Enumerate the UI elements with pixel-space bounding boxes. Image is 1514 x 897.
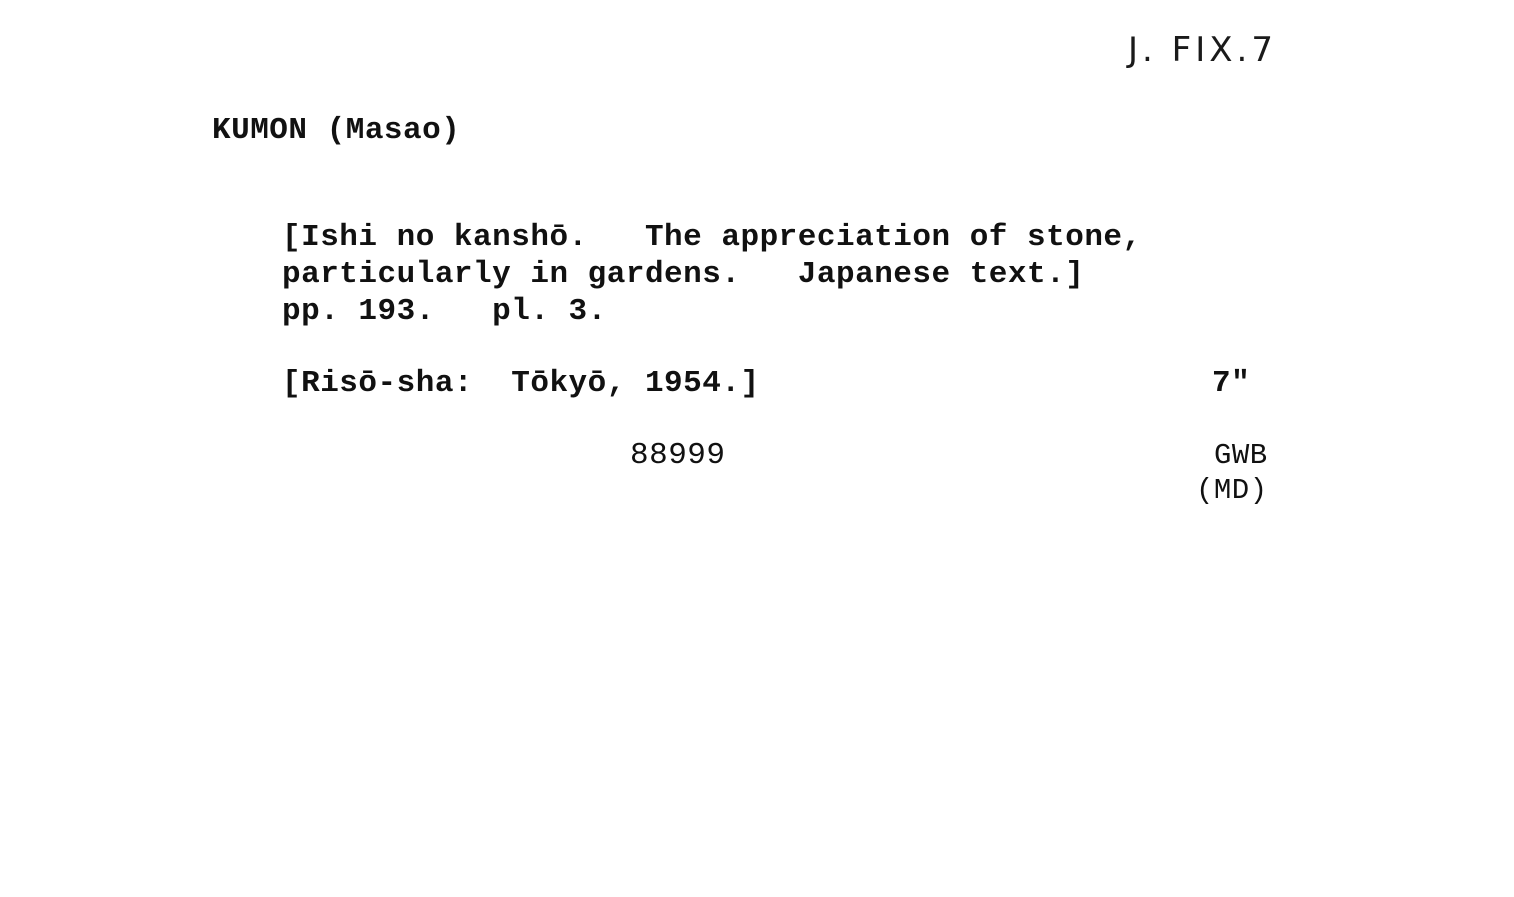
handwritten-shelfmark: J. FIX.7 [1128,30,1277,70]
title-line-2: particularly in gardens. Japanese text.] [282,257,1085,292]
cataloguer-initials-secondary: (MD) [1196,474,1268,507]
title-line-1: [Ishi no kanshō. The appreciation of stone, [282,220,1142,255]
imprint: [Risō-sha: Tōkyō, 1954.] [282,366,760,401]
size: 7" [1212,366,1251,401]
author-heading: KUMON (Masao) [212,113,461,148]
cataloguer-initials: GWB [1214,439,1268,472]
accession-number: 88999 [630,438,726,473]
collation: pp. 193. pl. 3. [282,294,607,329]
